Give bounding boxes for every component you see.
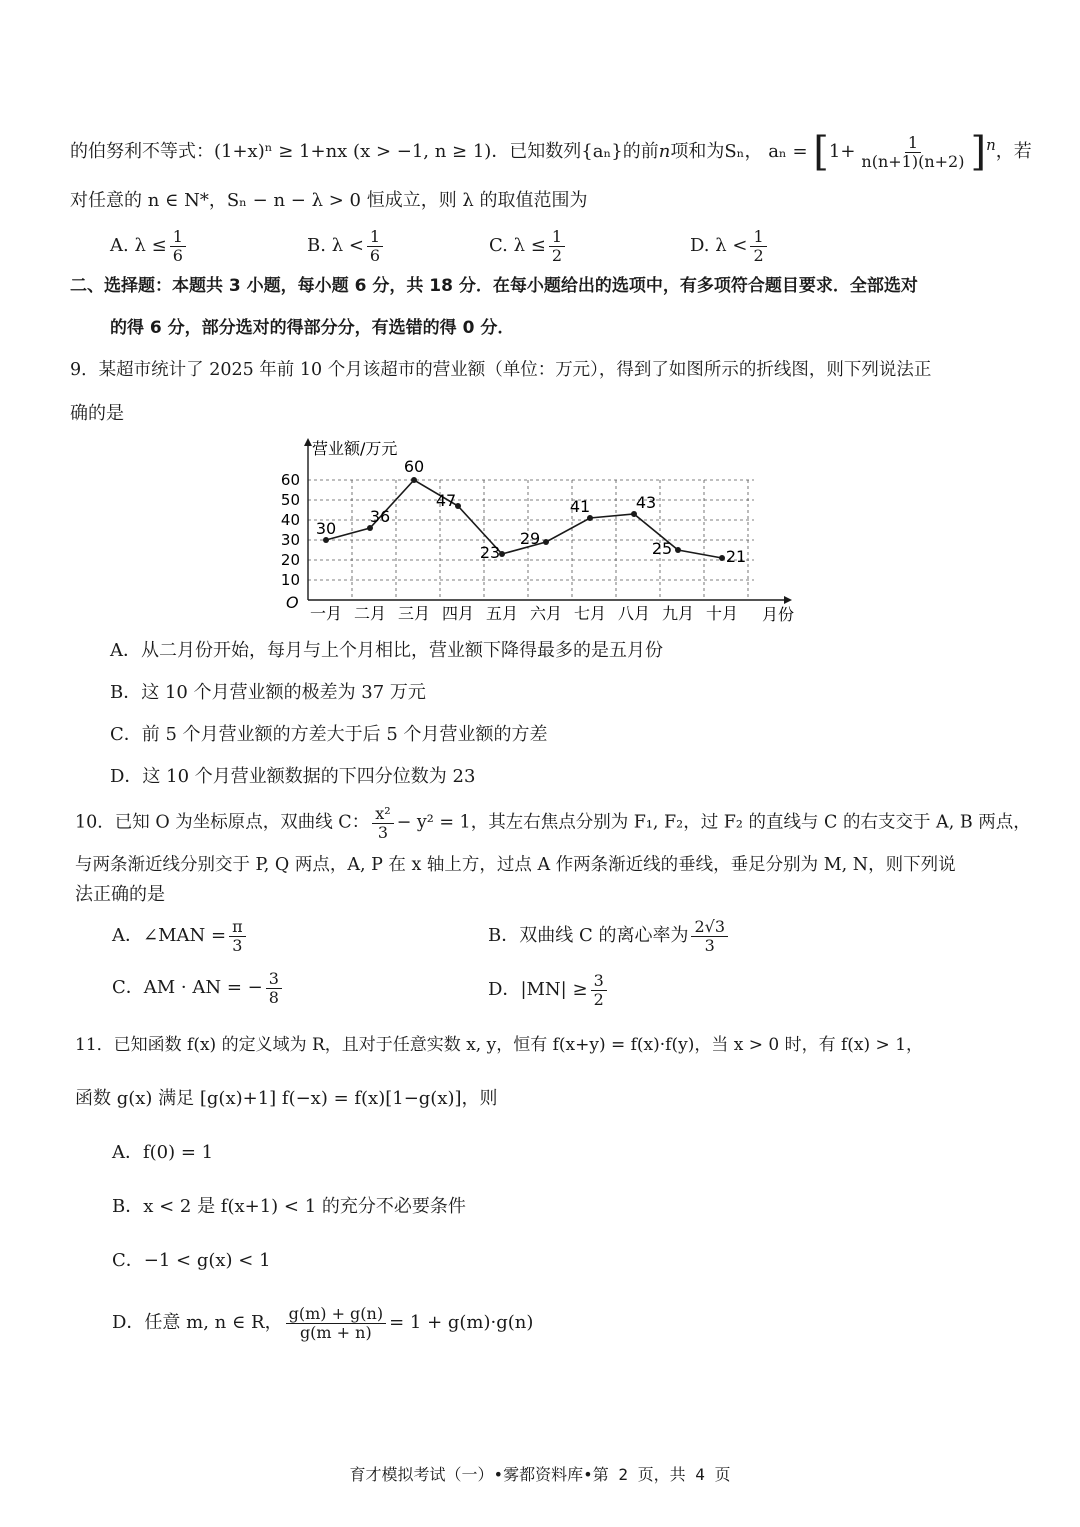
chart-x-labels: [310, 604, 738, 623]
data-label: 60: [403, 457, 425, 476]
x-tick-label: 八月: [617, 604, 651, 623]
q11-stem-line1: 11．已知函数 f(x) 的定义域为 R，且对于任意实数 x, y，恒有 f(x+y) = f(x)·f(y)，当 x > 0 时，有 f(x) > 1，: [75, 1035, 924, 1055]
data-label: 25: [651, 539, 673, 558]
q10-option-b[interactable]: B．双曲线 C 的离心率为 $\frac{2√3}{3}$: [488, 918, 731, 954]
q8-option-c[interactable]: C. λ ≤ $\frac{1}{2}$: [489, 228, 568, 264]
q10-option-a[interactable]: A．∠MAN = $\frac{\pi}{3}$: [112, 918, 249, 954]
data-label: 43: [635, 493, 657, 512]
chart-x-axis-label: 月份: [762, 605, 795, 624]
x-tick-label: 一月: [309, 604, 343, 623]
data-label: 47: [435, 491, 457, 510]
chart-y-ticks: [281, 471, 300, 589]
q11-option-d[interactable]: D．任意 m, n ∈ R， $\frac{g(m) + g(n)}{g(m + n)}$ = 1 + g(m)·g(n): [112, 1304, 534, 1342]
x-tick-label: 四月: [441, 604, 475, 623]
data-point: [675, 547, 681, 553]
section2-line1: 二、选择题：本题共 3 小题，每小题 6 分，共 18 分．在每小题给出的选项中，有多项符合题目要求．全部选对: [70, 276, 918, 296]
q9-stem-line2: 确的是: [70, 403, 124, 424]
data-label: 41: [569, 497, 591, 516]
q10-stem-line2: 与两条渐近线分别交于 P, Q 两点，A, P 在 x 轴上方，过点 A 作两条渐近线的垂线，垂足分别为 M, N，则下列说: [75, 855, 956, 875]
data-label: 36: [369, 507, 391, 526]
q9-option-d[interactable]: D．这 10 个月营业额数据的下四分位数为 23: [110, 766, 476, 787]
q10-option-c[interactable]: C．AM · AN = − $\frac{3}{8}$: [112, 970, 285, 1006]
y-axis-arrow: [304, 438, 312, 446]
q8-option-b[interactable]: B. λ < $\frac{1}{6}$: [307, 228, 386, 264]
an-exponent: n: [986, 136, 996, 154]
q8-option-a[interactable]: A. λ ≤ $\frac{1}{6}$: [110, 228, 189, 264]
y-tick-label: 20: [280, 551, 300, 569]
page-footer: 育才模拟考试（一）•雾都资料库•第 2 页，共 4 页: [349, 1465, 731, 1484]
y-tick-label: 40: [280, 511, 300, 529]
y-tick-label: 60: [280, 471, 300, 489]
x-axis-arrow: [784, 596, 792, 604]
x-tick-label: 五月: [485, 604, 519, 623]
q8-line1-mid2: 项和为Sₙ，: [670, 141, 763, 162]
q8-line1-end: ，若: [995, 141, 1032, 162]
an-numerator: 1: [905, 134, 921, 153]
q11-stem-line2: 函数 g(x) 满足 [g(x)+1] f(−x) = f(x)[1−g(x)]，则: [75, 1088, 498, 1109]
data-label: 30: [315, 519, 337, 538]
an-one: 1+: [828, 141, 856, 162]
q8-option-d[interactable]: D. λ < $\frac{1}{2}$: [690, 228, 770, 264]
an-lhs: aₙ =: [768, 141, 808, 162]
q10-stem-line1: 10．已知 O 为坐标原点，双曲线 C： $\frac{\text{x²}}{3}$ − y² = 1，其左右焦点分别为 F₁, F₂，过 F₂ 的直线与 C 的右支交于 A, B 两点，: [75, 804, 1031, 842]
q10-stem-line3: 法正确的是: [75, 884, 165, 905]
q11-option-b[interactable]: B．x < 2 是 f(x+1) < 1 的充分不必要条件: [112, 1196, 466, 1217]
q9-option-c[interactable]: C．前 5 个月营业额的方差大于后 5 个月营业额的方差: [110, 724, 548, 745]
data-label: 21: [725, 547, 747, 566]
y-tick-label: 50: [280, 491, 300, 509]
q8-line1-prefix: 的伯努利不等式：: [70, 141, 214, 162]
data-label: 29: [519, 529, 541, 548]
chart-origin-label: O: [286, 593, 299, 612]
x-tick-label: 六月: [529, 604, 563, 623]
q8-line1-mid: ．已知数列{aₙ}的前: [491, 141, 659, 162]
q9-stem-line1: 9．某超市统计了 2025 年前 10 个月该超市的营业额（单位：万元），得到了如图所示的折线图，则下列说法正: [70, 360, 932, 380]
x-tick-label: 九月: [661, 604, 695, 623]
section2-line2: 的得 6 分，部分选对的得部分分，有选错的得 0 分．: [110, 318, 515, 338]
an-denominator: n(n+1)(n+2): [861, 151, 965, 171]
q9-option-b[interactable]: B．这 10 个月营业额的极差为 37 万元: [110, 682, 426, 703]
x-tick-label: 二月: [353, 604, 387, 623]
data-point: [719, 555, 725, 561]
q8-line2: 对任意的 n ∈ N*，Sₙ − n − λ > 0 恒成立，则 λ 的取值范围为: [70, 190, 588, 211]
chart-data-labels: [316, 457, 746, 566]
y-tick-label: 30: [280, 531, 300, 549]
q11-option-a[interactable]: A．f(0) = 1: [112, 1142, 214, 1163]
x-tick-label: 七月: [573, 604, 607, 623]
q8-line1: 的伯努利不等式：(1+x)ⁿ ≥ 1+nx (x > −1, n ≥ 1)．已知数列{aₙ}的前n项和为Sₙ， aₙ = [1+ $\frac{1}{n(n+1)(n+2)}$ ]$^n$，若: [70, 129, 1032, 175]
data-point: [543, 539, 549, 545]
q10-option-d[interactable]: D．|MN| ≥ $\frac{3}{2}$: [488, 972, 610, 1008]
bernoulli-inequality: (1+x)ⁿ ≥ 1+nx (x > −1, n ≥ 1): [214, 141, 492, 162]
y-tick-label: 10: [280, 571, 300, 589]
an-fraction: [858, 134, 967, 170]
data-point: [411, 477, 417, 483]
chart-y-axis-label: 营业额/万元: [312, 439, 398, 458]
x-tick-label: 十月: [705, 604, 739, 623]
q9-option-a[interactable]: A．从二月份开始，每月与上个月相比，营业额下降得最多的是五月份: [110, 640, 663, 661]
q8-n: n: [658, 141, 671, 162]
data-label: 23: [479, 543, 501, 562]
revenue-line-chart: [270, 432, 830, 632]
x-tick-label: 三月: [397, 604, 431, 623]
q11-option-c[interactable]: C．−1 < g(x) < 1: [112, 1250, 271, 1271]
